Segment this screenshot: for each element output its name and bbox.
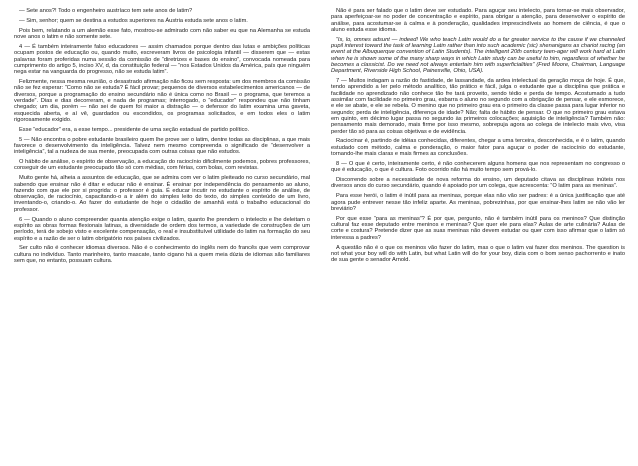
- quote-paragraph: “Is, lo, omnes adsunt — indeed! We who teach Latin would do a far greater service to the cause if we channeled pupil interest toward the task of learning Latin rather than into such academic (sic) shenanigans as chariot racing (an event at the Albuquerque convention of Latin Students). The intelligent 20th century teen-ager will work hard at Latin when he is shown some of the many sharp ways in which Latin study can be useful to him, regardless of whether he becomes a classicist. Do we need not always entertain him with superficialities” (Fred Moore, Chairman, Language Department, Riverside High School, Painesville, Ohio, USA).: [331, 36, 625, 75]
- paragraph: Ser culto não é conhecer idiomas diversos. Não é o conhecimento do inglês nem do francês que vem comprovar cultura no indivíduo. Tanto marinheiro, tanto mascate, tanto cigano há a quem meia dúzia de idiomas são familiares sem que, no entanto, possuam cultura.: [14, 245, 310, 265]
- paragraph: Para esse herói, o latim é inútil para as meninas, porque elas não vão ser padres: é a única justificação que até agora pude entrever nesse tão infeliz aparte. As meninas, pobrezinhas, por que ensinar-lhes latim se não vão ler breviário?: [331, 193, 625, 212]
- paragraph: 5 — Não encontra o pobre estudante brasileiro quem lhe prove ser o latim, dentre todas as disciplinas, a que mais favorece o desenvolvimento da inteligência. Talvez nem mesmo compreenda o significado de “desenvolver a inteligência”, tal a nudeza de sua mente, preocupada com outras coisas que não estudos.: [14, 136, 310, 156]
- paragraph: 6 — Quando o aluno compreender quanta atenção exige o latim, quanto lhe prendem o intelecto e lhe deleitam o espírito as obras formas flexionais latinas, a diversidade de ordem dos termos, a variedade de construções de um período, terá de sobejo visto e excelente compensação, o real e insubstituível utilidade do latim na formação do seu espírito e a razão de ser o latim obrigatório nos países civilizados.: [14, 216, 310, 242]
- paragraph: — Sete anos?! Todo o engenheiro austríaco tem sete anos de latim?: [19, 8, 193, 14]
- left-column: [14, 8, 310, 268]
- paragraph: Por que esse “para as meninas”? É por que, pergunto, não é também inútil para os meninos? Que distinção cultural faz esse deputado entre meninos e meninas? Que quer ele para elas? Aulas de arte culinária? Aulas de corte e costura? Pretende dizer que as suas meninas não devem estudar ou quer com isso afirmar que o latim só interessa a padres?: [331, 215, 625, 241]
- paragraph: — Sim, senhor; quem se destina a estudos superiores na Áustria estuda sete anos o latim.: [19, 17, 248, 24]
- paragraph: Esse “educador” era, a esse tempo... presidente de uma seção estadual de partido político.: [19, 126, 250, 133]
- paragraph: Raciocinar é, partindo de idéias conhecidas, diferentes, chegar a uma terceira, desconhecida, e é o latim, quando estudado com método, calma e ponderação, o maior fator para aguçar o poder de raciocínio do estudante, tornando-lhe mais claras e mais firmes as conclusões.: [331, 138, 625, 158]
- paragraph: 8 — O que é certo, inteiramente certo, é não conhecerem alguns homens que nos representam no congresso o que é educação, o que é cultura. Foto ocorrido não há muito tempo sem prová-lo.: [331, 160, 625, 174]
- paragraph: O hábito de análise, o espírito de observação, a educação do raciocínio dificilmente podemos, pobres professores, conseguir de um estudante preocupado tão só com médias, com férias, com bolas, com revistas.: [14, 159, 310, 172]
- paragraph: Muito gente há, alheia a assuntos de educação, que se admira com ver o latim pleiteado no curso secundário, mal sabendo que ensinar não é ditar e educar não é ensinar. É ensinar por independência do pensamento ao aluno, fazendo com que ele por si progrida: o professor é guia. É educar incutir no estudante o espírito de análise, de observação, de raciocínio, capacitando-o a ir além do simples leito do texto, do simples conteúdo de um livro, inventando-o, criando-o. Ao fazer do estudante de hoje o cidadão de amanhã está o trabalho educacional do professor.: [14, 175, 310, 213]
- right-column: [331, 8, 625, 267]
- paragraph: 4 — É também inteiramente falso educadores — assim chamados porque dentro das lutas e ambições políticas ocupam postos de educação ou, quando muito, escreveram livros de psicologia infantil — disserem que — estas palavras foram proferidas numa sessão da comissão de “diretrizes e bases do ensino”, convocada nomeada para cumprimento do artigo 5, inciso XV, d, da constituição federal — “nos Estados Unidos da América, país que ninguém nega estar na vanguarda do progresso, não se estuda latim”.: [14, 43, 310, 76]
- paragraph: Felizmente, nessa mesma reunião, o desastrado afirmação não ficou sem resposta: um dos membros da comissão não se fez esperar: “Como não se estuda? É fácil provar; pequenos de diversos estabelecimentos americanos — de diversos, porque a programação do ensino secundário não é única como no Brasil — o programa, que teremos a verdade”. Dias e dias decorreram, e nada de programas; interrogado, o “educador” respondeu que não tinham chegado; um dia, porém — não sei de quem foi maior a distração — o defensor do latim examina uma gaveta, esquecida aberta, e aí vê, guardados ou escondidos, os programas solicitados, e em todos eles o latim rigorosamente exigido.: [14, 79, 310, 123]
- paragraph: Discorrendo sobre a necessidade de nova reforma do ensino, um deputado citava as disciplinas inúteis nos diversos anos do curso secundário, quando é apoiado por um colega, que acrescenta: “O latim para as meninas”.: [331, 177, 625, 190]
- paragraph: Pois bem, relatando a um alemão esse fato, mostrou-se admirado com não saber eu que na Alemanha se estuda nove anos o latim e não somente sete.: [14, 27, 310, 41]
- paragraph: A questão não é o que os meninos vão fazer do latim, mas o que o latim vai fazer dos meninos. The question is not what your boy will do with Latin, but what Latin will do for your boy, dizia com o bom senso pachorrento e inato de sua gente o senador Arnold.: [331, 244, 625, 264]
- paragraph: Não é para ser falado que o latim deve ser estudado. Para aguçar seu intelecto, para tornar-se mais observador, para aperfeiçoar-se no poder de concentração e espírito, para obrigar a atenção, para desenvolver o espírito de análise, para acostumar-se à calma e à ponderação, qualidades imprescindíveis ao homem de ciência, é que o aluno estuda esse idioma.: [331, 8, 625, 33]
- paragraph: 7 — Muitos indagam a razão do fastidade, de lassandade, da ardea intelectual da geração moça de hoje. É que, tendo aprendido a ler pelo método analítico, tão prático e fácil, julga o estudante que a disciplina que prática e facilidade no aprendizado não conhece tão fre tará proveito, sendo tédio e perda de tempo. Acostumado a tudo assimilar com facilidade no primeiro grau, esbarra o aluno no segundo com a obrigação de pensar, e ele esmorece, e ele se abate, e ele se rebela. O menino que no primeiro grau era o primeiro da classe passa para lugar inferior no segundo; perda de inteligência, diferença de idade? Não; falta de hábito de pensar. O que no primeiro grau estava em quinto, em décimo lugar passa no segundo às primeiros colocações; aquisição de inteligência? Também não: pensamento mais demorado, mais firme por isso mesmo, sobrepuja agora ao colega de intelecto mais vivo, visa perder tão só para as coisas objetivas e de evidência.: [331, 78, 625, 135]
